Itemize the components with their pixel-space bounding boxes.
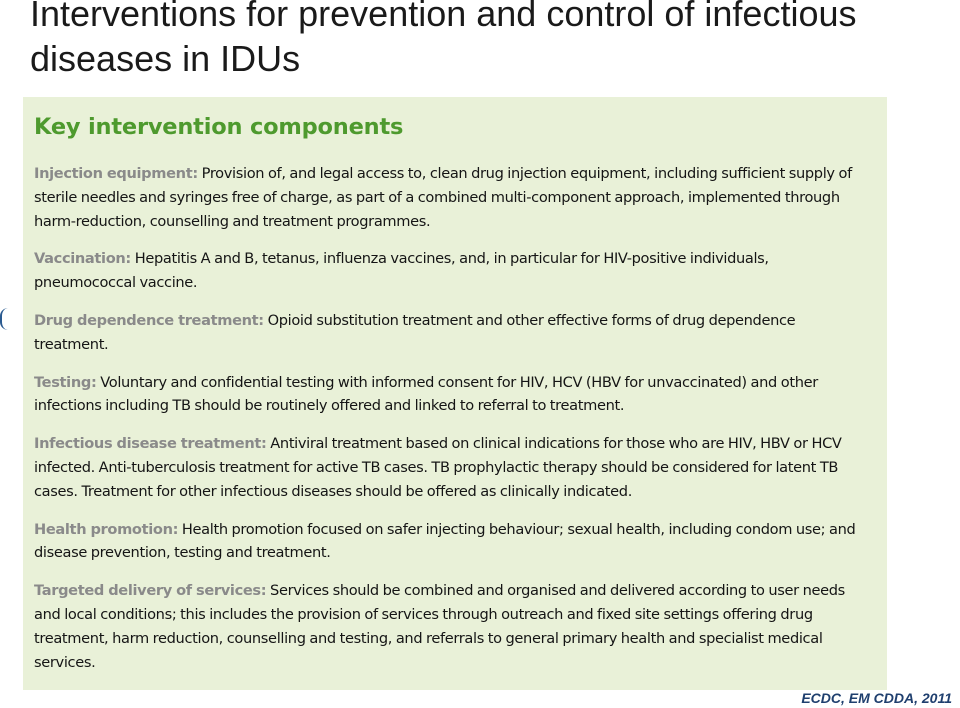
key-components-box xyxy=(23,97,887,690)
item-label: Health promotion: xyxy=(34,520,179,538)
item-health-promotion xyxy=(34,518,871,566)
item-text: Services should be combined and organised and delivered according to user needs and local conditions; this includes the provision of services through outreach and fixed site settings offering drug treatment, harm reduction, counselling and testing, and referrals to general primary health and specialist medical services. xyxy=(34,582,845,671)
item-drug-dependence-treatment xyxy=(34,309,871,357)
item-text: Hepatitis A and B, tetanus, influenza vaccines, and, in particular for HIV-positive individuals, pneumococcal vaccine. xyxy=(34,250,769,292)
item-targeted-delivery xyxy=(34,579,871,674)
item-text: Health promotion focused on safer injecting behaviour; sexual health, including condom use; and disease prevention, testing and treatment. xyxy=(34,520,856,562)
item-text: Voluntary and confidential testing with informed consent for HIV, HCV (HBV for unvaccinated) and other infections including TB should be routinely offered and linked to referral to treatment. xyxy=(34,373,818,415)
item-infectious-disease-treatment xyxy=(34,432,871,503)
item-injection-equipment xyxy=(34,162,871,233)
item-label: Vaccination: xyxy=(34,250,131,268)
slide-title: Interventions for prevention and control of infectious diseases in IDUs xyxy=(30,0,857,79)
partial-bracket-mark xyxy=(0,308,8,330)
item-label: Injection equipment: xyxy=(34,165,198,182)
item-label: Drug dependence treatment: xyxy=(34,311,264,329)
item-text: Opioid substitution treatment and other effective forms of drug dependence treatment. xyxy=(34,311,796,353)
item-label: Targeted delivery of services: xyxy=(34,582,267,600)
item-testing xyxy=(34,371,871,419)
item-label: Testing: xyxy=(34,373,97,391)
item-text: Antiviral treatment based on clinical indications for those who are HIV, HBV or HCV infected. Anti-tuberculosis treatment for active TB cases. TB prophylactic therapy should be considered for latent TB cases. Treatment for other infectious diseases should be offered as clinically indicated. xyxy=(34,435,842,500)
item-label: Infectious disease treatment: xyxy=(34,435,267,453)
source-citation: ECDC, EM CDDA, 2011 xyxy=(801,690,952,706)
item-vaccination xyxy=(34,247,871,295)
box-heading: Key intervention components xyxy=(34,114,404,140)
item-text: Provision of, and legal access to, clean drug injection equipment, including sufficient supply of sterile needles and syringes free of charge, as part of a combined multi-component approach, implemented through harm-reduction, counselling and treatment programmes. xyxy=(34,165,852,230)
